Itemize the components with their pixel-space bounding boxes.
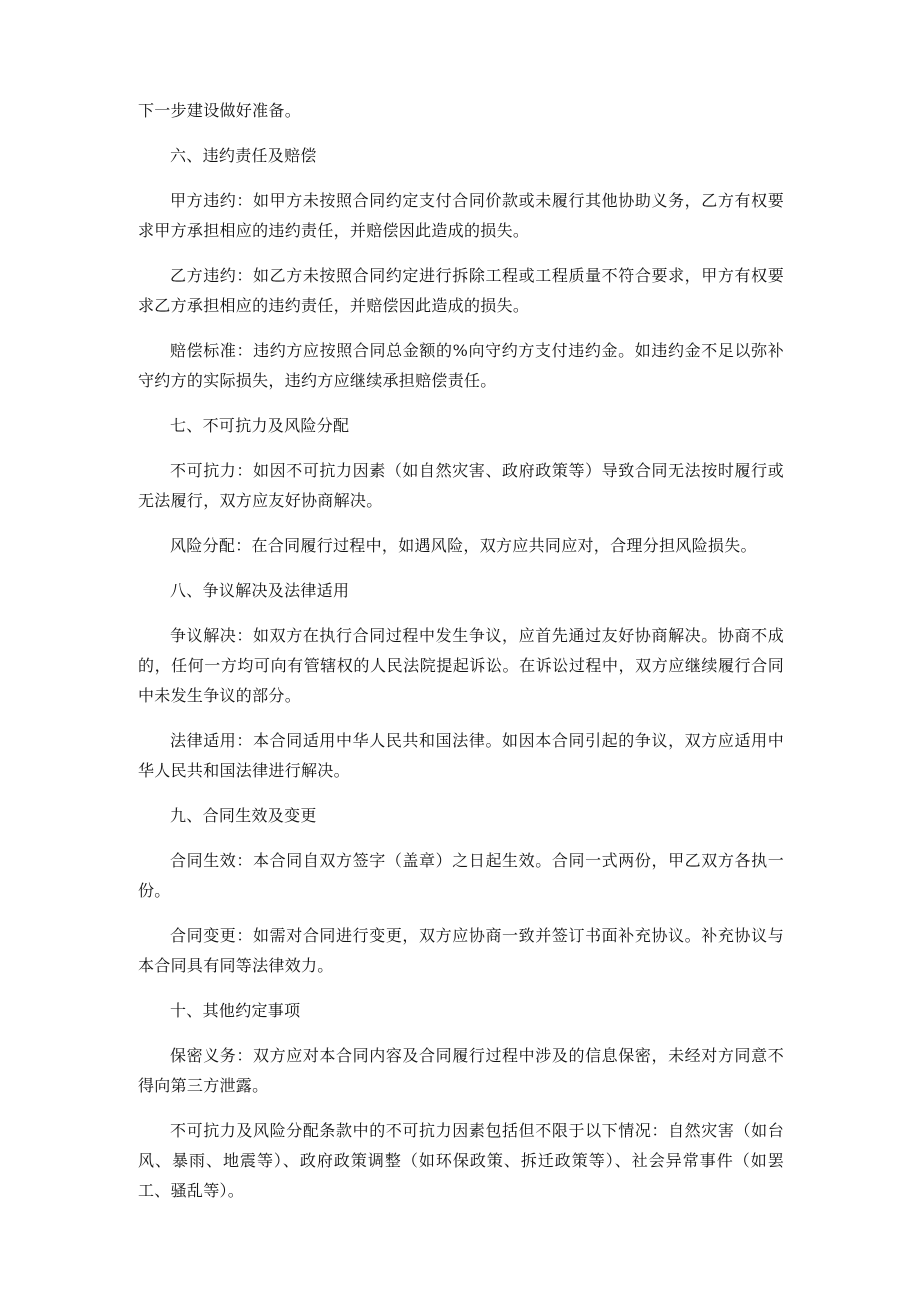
section-heading-effect: 九、合同生效及变更	[170, 806, 317, 825]
paragraph-compensation-standard: 赔偿标准：违约方应按照合同总金额的%向守约方支付违约金。如违约金不足以弥补守约方的实际损失，违约方应继续承担赔偿责任。	[138, 341, 784, 390]
document-page	[138, 96, 784, 1206]
paragraph-contract-change: 合同变更：如需对合同进行变更，双方应协商一致并签订书面补充协议。补充协议与本合同具有同等法律效力。	[138, 926, 784, 975]
paragraph-party-a-breach: 甲方违约：如甲方未按照合同约定支付合同价款或未履行其他协助义务，乙方有权要求甲方承担相应的违约责任，并赔偿因此造成的损失。	[138, 191, 784, 240]
paragraph-risk-allocation: 风险分配：在合同履行过程中，如遇风险，双方应共同应对，合理分担风险损失。	[170, 536, 757, 555]
paragraph-confidentiality: 保密义务：双方应对本合同内容及合同履行过程中涉及的信息保密，未经对方同意不得向第三方泄露。	[138, 1046, 784, 1095]
paragraph-contract-effect: 合同生效：本合同自双方签字（盖章）之日起生效。合同一式两份，甲乙双方各执一份。	[138, 851, 784, 900]
section-heading-breach: 六、违约责任及赔偿	[170, 146, 317, 165]
section-heading-other: 十、其他约定事项	[170, 1001, 301, 1020]
section-heading-force-majeure: 七、不可抗力及风险分配	[170, 416, 350, 435]
paragraph-force-majeure-scope: 不可抗力及风险分配条款中的不可抗力因素包括但不限于以下情况：自然灾害（如台风、暴雨、地震等）、政府政策调整（如环保政策、拆迁政策等）、社会异常事件（如罢工、骚乱等）。	[138, 1121, 784, 1200]
paragraph-continuation: 下一步建设做好准备。	[138, 101, 302, 120]
paragraph-force-majeure: 不可抗力：如因不可抗力因素（如自然灾害、政府政策等）导致合同无法按时履行或无法履行，双方应友好协商解决。	[138, 461, 784, 510]
section-heading-dispute: 八、争议解决及法律适用	[170, 581, 350, 600]
paragraph-dispute-resolution: 争议解决：如双方在执行合同过程中发生争议，应首先通过友好协商解决。协商不成的，任何一方均可向有管辖权的人民法院提起诉讼。在诉讼过程中，双方应继续履行合同中未发生争议的部分。	[138, 626, 784, 705]
paragraph-party-b-breach: 乙方违约：如乙方未按照合同约定进行拆除工程或工程质量不符合要求，甲方有权要求乙方承担相应的违约责任，并赔偿因此造成的损失。	[138, 266, 784, 315]
paragraph-applicable-law: 法律适用：本合同适用中华人民共和国法律。如因本合同引起的争议，双方应适用中华人民共和国法律进行解决。	[138, 731, 784, 780]
